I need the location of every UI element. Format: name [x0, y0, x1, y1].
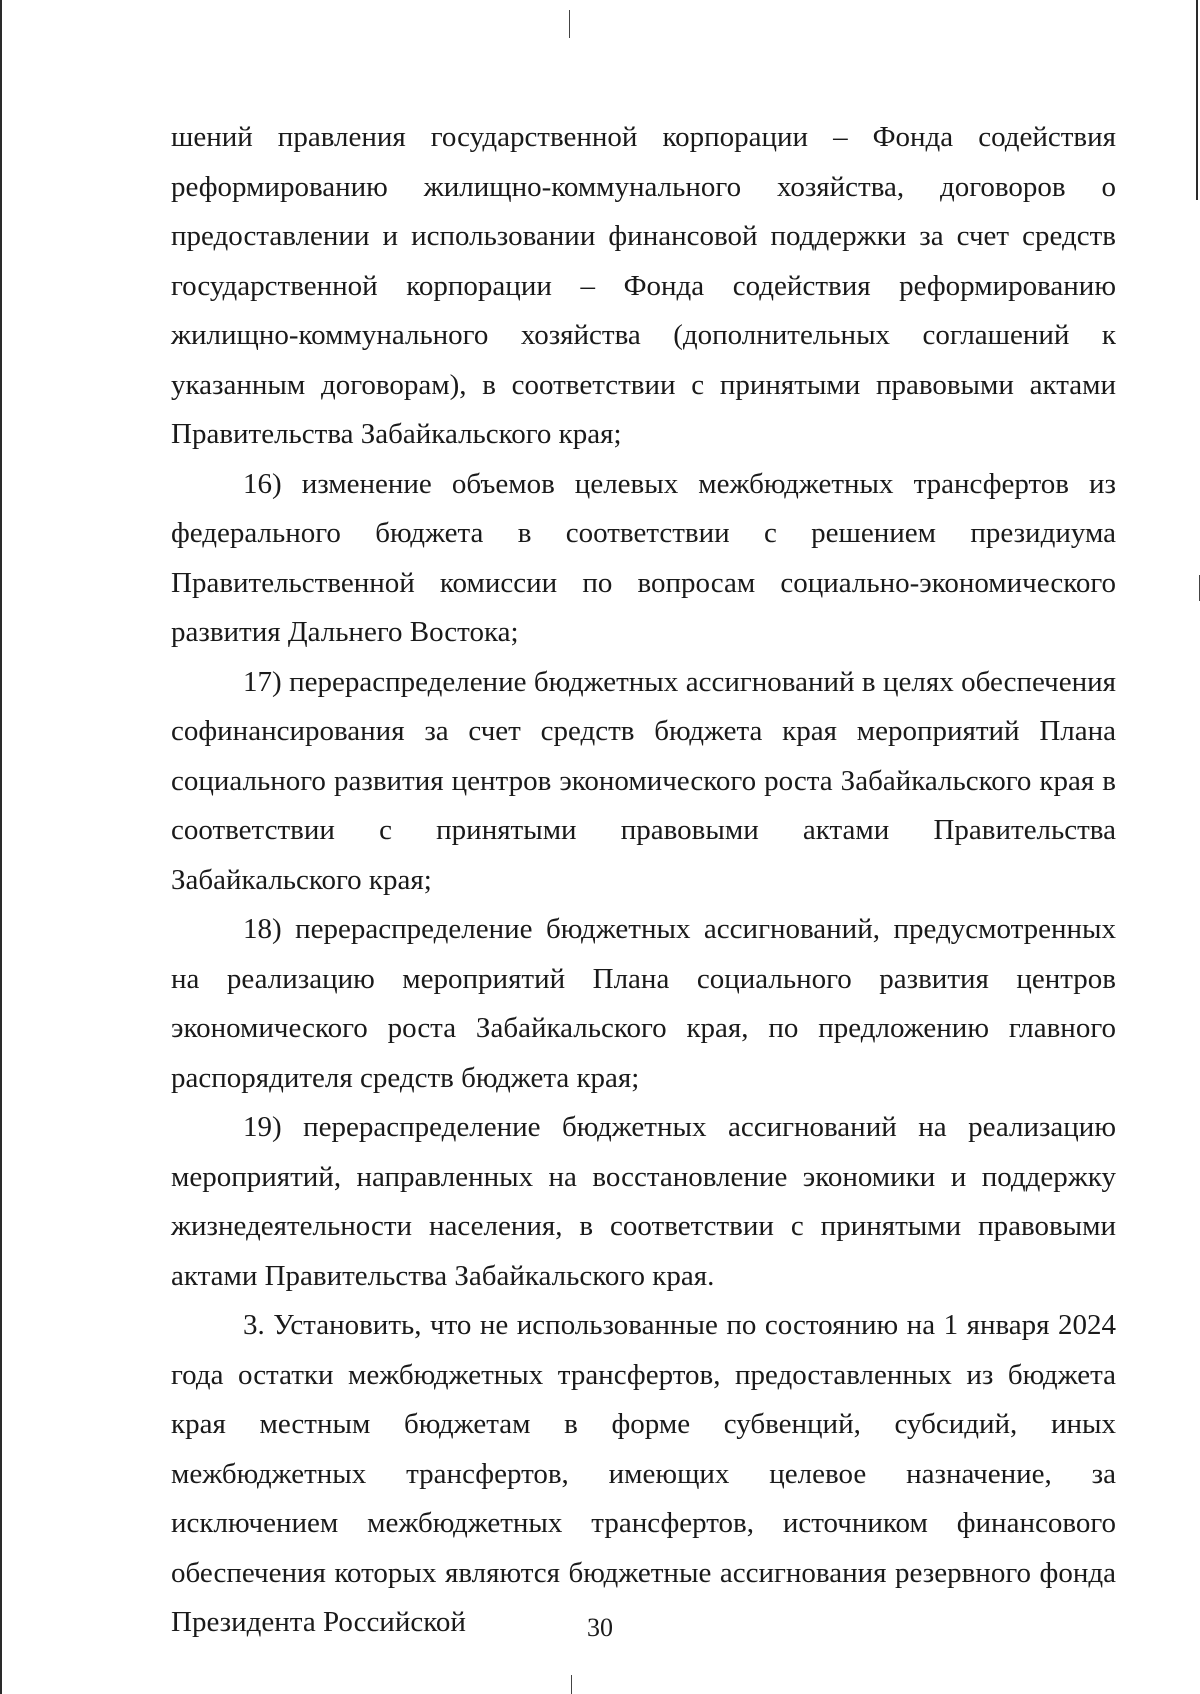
document-body — [171, 113, 1116, 1648]
page-number: 30 — [587, 1613, 613, 1642]
paragraph-item-17: 17) перераспределение бюджетных ассигнований в целях обеспечения софинансирования за счет средств бюджета края мероприятий Плана социального развития центров экономического роста Забайкальского края в соответствии с принятыми правовыми актами Правительства Забайкальского края; — [171, 665, 1116, 896]
paragraph-section-3: 3. Установить, что не использованные по состоянию на 1 января 2024 года остатки межбюджетных трансфертов, предоставленных из бюджета края местным бюджетам в форме субвенций, субсидий, иных межбюджетных трансфертов, имеющих целевое назначение, за исключением межбюджетных трансфертов, источником финансового обеспечения которых являются бюджетные ассигнования резервного фонда Президента Российской — [171, 1309, 1116, 1638]
paragraph-item-16: 16) изменение объемов целевых межбюджетных трансфертов из федерального бюджета в соответствии с решением президиума Правительственной комиссии по вопросам социально-экономического развития Дальнего Востока; — [171, 467, 1116, 648]
scan-right-edge — [1196, 0, 1198, 200]
scan-left-edge — [0, 0, 2, 1694]
paragraph-item-18: 18) перераспределение бюджетных ассигнований, предусмотренных на реализацию мероприятий Плана социального развития центров экономического роста Забайкальского края, по предложению главного распорядителя средств бюджета края; — [171, 913, 1116, 1094]
paragraph-continuation: шений правления государственной корпорации – Фонда содействия реформированию жилищно-коммунального хозяйства, договоров о предоставлении и использовании финансовой поддержки за счет средств государственной корпорации – Фонда содействия реформированию жилищно-коммунального хозяйства (дополнительных соглашений к указанным договорам), в соответствии с принятыми правовыми актами Правительства Забайкальского края; — [171, 121, 1116, 450]
paragraph-item-19: 19) перераспределение бюджетных ассигнований на реализацию мероприятий, направленных на восстановление экономики и поддержку жизнедеятельности населения, в соответствии с принятыми правовыми актами Правительства Забайкальского края. — [171, 1111, 1116, 1292]
scan-mark-bottom — [571, 1675, 572, 1694]
scan-mark-top — [569, 10, 570, 38]
